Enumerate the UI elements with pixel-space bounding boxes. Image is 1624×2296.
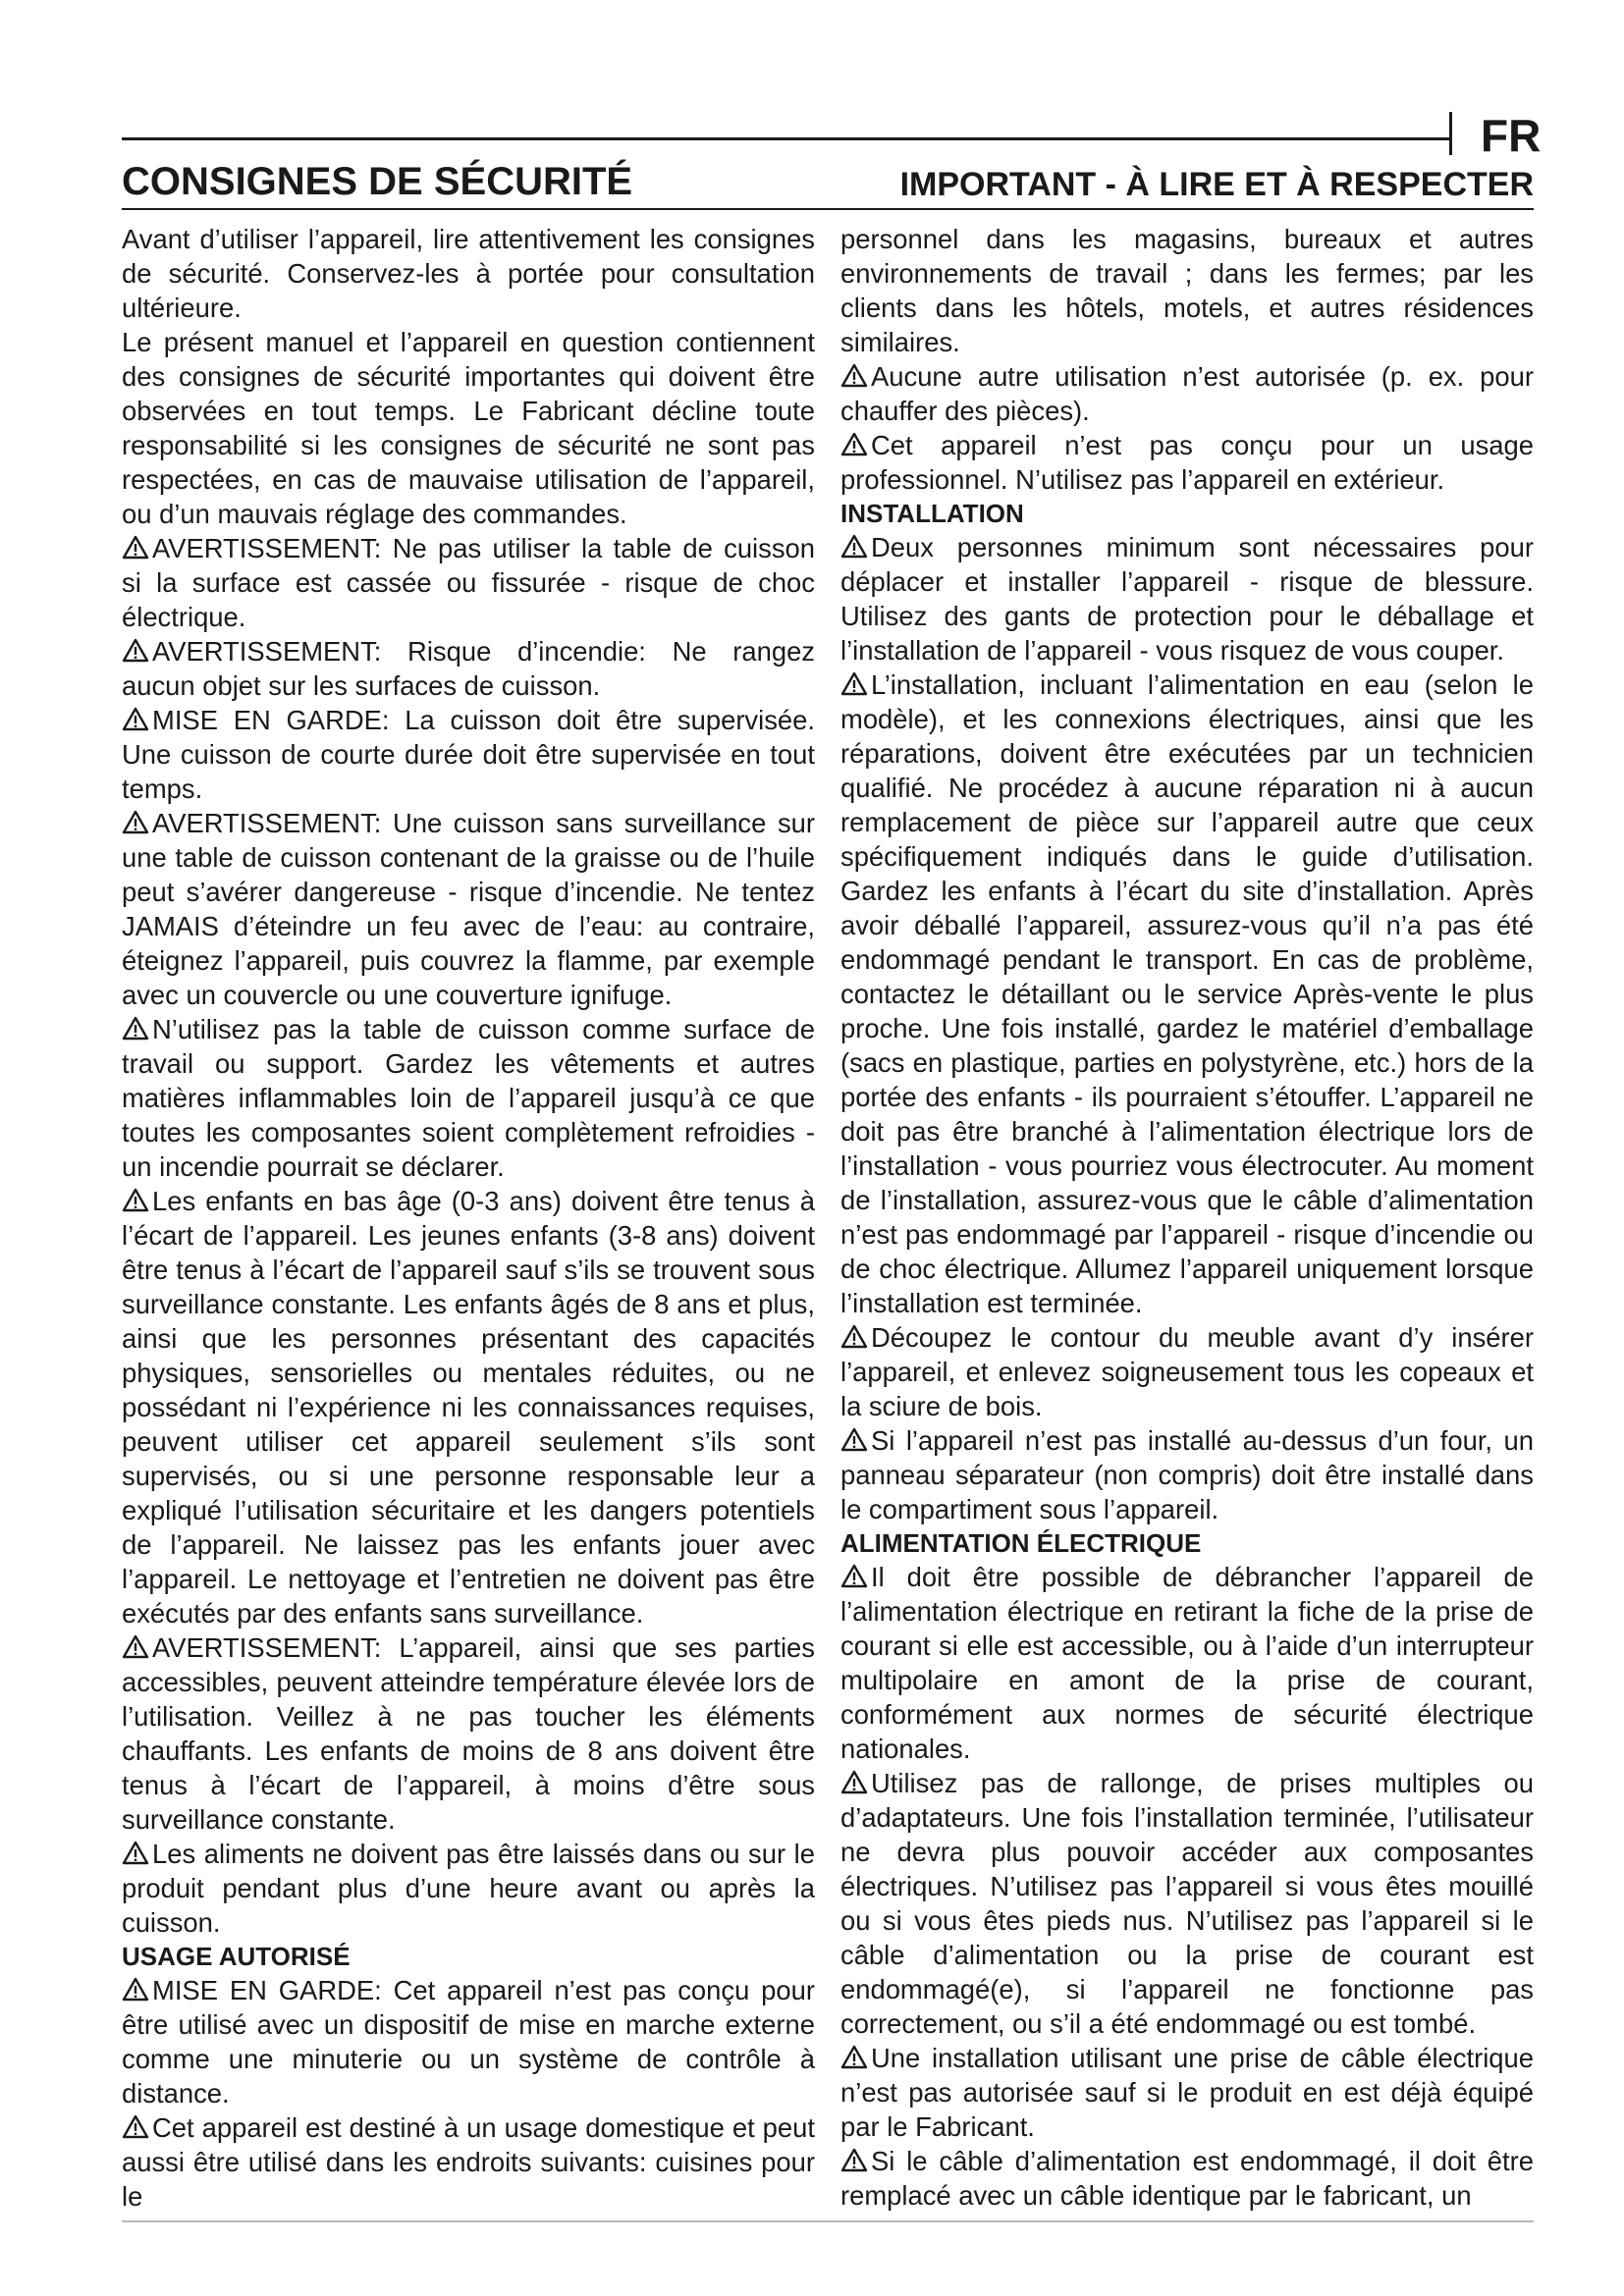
paragraph-text: Cet appareil n’est pas conçu pour un usage professionnel. N’utilisez pas l’appareil en extérieur.: [840, 430, 1534, 495]
warning-triangle-icon: [840, 2148, 868, 2172]
warning-paragraph: [122, 1184, 815, 1630]
warning-triangle-icon: [122, 1977, 149, 2002]
warning-paragraph: [840, 1320, 1534, 1423]
paragraph-text: Aucune autre utilisation n’est autorisée (p. ex. pour chauffer des pièces).: [840, 361, 1534, 426]
warning-paragraph: [122, 634, 815, 703]
language-code: FR: [1481, 110, 1542, 161]
footer-divider: [122, 2220, 1534, 2222]
paragraph-text: Les enfants en bas âge (0-3 ans) doivent être tenus à l’écart de l’appareil. Les jeunes enfants (3-8 ans) doivent être tenus à l’écart de l’appareil sauf s’ils se trouvent sous surveillance constante. Les enfants âgés de 8 ans et plus, ainsi que les personnes présentant des capacités physiques, sensorielles ou mentales réduites, ou ne possédant ni l’expérience ni les connaissances requises, peuvent utiliser cet appareil seulement s’ils sont supervisés, ou si une personne responsable leur a expliqué l’utilisation sécuritaire et les dangers potentiels de l’appareil. Ne laissez pas les enfants jouer avec l’appareil. Le nettoyage et l’entretien ne doivent pas être exécutés par des enfants sans surveillance.: [122, 1186, 815, 1629]
header-tick: [1449, 112, 1452, 155]
paragraph-text: Si le câble d’alimentation est endommagé, il doit être remplacé avec un câble identique par le fabricant, un: [840, 2146, 1534, 2211]
warning-triangle-icon: [840, 1427, 868, 1452]
paragraph-text: Cet appareil est destiné à un usage domestique et peut aussi être utilisé dans les endroits suivants: cuisines pour le: [122, 2112, 815, 2212]
warning-paragraph: [840, 1766, 1534, 2041]
warning-triangle-icon: [840, 1324, 868, 1349]
paragraph-text: AVERTISSEMENT: Ne pas utiliser la table de cuisson si la surface est cassée ou fissurée - risque de choc électrique.: [122, 533, 815, 632]
paragraph: personnel dans les magasins, bureaux et autres environnements de travail ; dans les fermes; par les clients dans les hôtels, motels, et autres résidences similaires.: [840, 224, 1534, 357]
top-divider: [122, 137, 1451, 140]
warning-paragraph: [122, 531, 815, 634]
paragraph-text: Les aliments ne doivent pas être laissés dans ou sur le produit pendant plus d’une heure avant ou après la cuisson.: [122, 1839, 815, 1938]
paragraph-text: AVERTISSEMENT: L’appareil, ainsi que ses parties accessibles, peuvent atteindre température élevée lors de l’utilisation. Veillez à ne pas toucher les éléments chauffants. Les enfants de moins de 8 ans doivent être tenus à l’écart de l’appareil, à moins d’être sous surveillance constante.: [122, 1632, 815, 1835]
warning-triangle-icon: [840, 534, 868, 559]
section-heading-usage: USAGE AUTORISÉ: [122, 1942, 351, 1971]
header-divider: [122, 208, 1534, 210]
warning-paragraph: [840, 667, 1534, 1320]
paragraph-text: Utilisez pas de rallonge, de prises multiples ou d’adaptateurs. Une fois l’installation terminée, l’utilisateur ne devra plus pouvoir accéder aux composantes électriques. N’utilisez pas l’appareil si vous êtes mouillé ou si vous êtes pieds nus. N’utilisez pas l’appareil si le câble d’alimentation ou la prise de courant est endommagé(e), si l’appareil ne fonctionne pas correctement, ou s’il a été endommagé ou est tombé.: [840, 1768, 1534, 2039]
page-subtitle: IMPORTANT - À LIRE ET À RESPECTER: [899, 166, 1534, 203]
warning-paragraph: [840, 530, 1534, 667]
left-column: [122, 222, 815, 2214]
warning-triangle-icon: [840, 432, 868, 456]
paragraph-text: MISE EN GARDE: La cuisson doit être supervisée. Une cuisson de courte durée doit être supervisée en tout temps.: [122, 705, 815, 804]
paragraph-text: Découpez le contour du meuble avant d’y insérer l’appareil, et enlevez soigneusement tous les copeaux et la sciure de bois.: [840, 1322, 1534, 1421]
warning-paragraph: [122, 806, 815, 1012]
warning-triangle-icon: [122, 707, 149, 731]
right-column: [840, 222, 1534, 2213]
warning-paragraph: [122, 703, 815, 806]
paragraph-text: N’utilisez pas la table de cuisson comme surface de travail ou support. Gardez les vêtements et autres matières inflammables loin de l’appareil jusqu’à ce que toutes les composantes soient complètement refroidies - un incendie pourrait se déclarer.: [122, 1014, 815, 1182]
warning-triangle-icon: [122, 810, 149, 834]
paragraph-text: AVERTISSEMENT: Une cuisson sans surveillance sur une table de cuisson contenant de la graisse ou de l’huile peut s’avérer dangereuse - risque d’incendie. Ne tentez JAMAIS d’éteindre un feu avec de l’eau: au contraire, éteignez l’appareil, puis couvrez la flamme, par exemple avec un couvercle ou une couverture ignifuge.: [122, 808, 815, 1010]
page-title: CONSIGNES DE SÉCURITÉ: [122, 160, 633, 203]
paragraph-text: Si l’appareil n’est pas installé au-dessus d’un four, un panneau séparateur (non compris) doit être installé dans le compartiment sous l’appareil.: [840, 1425, 1534, 1524]
paragraph: Le présent manuel et l’appareil en question contiennent des consignes de sécurité importantes qui doivent être observées en tout temps. Le Fabricant décline toute responsabilité si les consignes de sécurité ne sont pas respectées, en cas de mauvaise utilisation de l’appareil, ou d’un mauvais réglage des commandes.: [122, 327, 815, 529]
warning-triangle-icon: [122, 1016, 149, 1041]
paragraph: Avant d’utiliser l’appareil, lire attentivement les consignes de sécurité. Conservez-les à portée pour consultation ultérieure.: [122, 224, 815, 323]
section-heading-power: ALIMENTATION ÉLECTRIQUE: [840, 1528, 1202, 1558]
paragraph-text: Deux personnes minimum sont nécessaires pour déplacer et installer l’appareil - risque de blessure. Utilisez des gants de protection pour le déballage et l’installation de l’appareil - vous risquez de vous couper.: [840, 532, 1534, 666]
warning-paragraph: [840, 2144, 1534, 2213]
section-heading-installation: INSTALLATION: [840, 499, 1024, 528]
warning-triangle-icon: [840, 671, 868, 696]
warning-triangle-icon: [840, 1564, 868, 1588]
warning-triangle-icon: [122, 1188, 149, 1212]
warning-paragraph: [840, 428, 1534, 497]
warning-triangle-icon: [840, 1770, 868, 1794]
warning-triangle-icon: [122, 1841, 149, 1865]
warning-triangle-icon: [122, 638, 149, 663]
warning-paragraph: [840, 2041, 1534, 2144]
warning-paragraph: [840, 1560, 1534, 1766]
warning-triangle-icon: [840, 2045, 868, 2069]
warning-triangle-icon: [122, 535, 149, 560]
paragraph-text: Il doit être possible de débrancher l’appareil de l’alimentation électrique en retirant la fiche de la prise de courant si elle est accessible, ou à l’aide d’un interrupteur multipolaire en amont de la prise de courant, conformément aux normes de sécurité électrique nationales.: [840, 1562, 1534, 1764]
paragraph-text: MISE EN GARDE: Cet appareil n’est pas conçu pour être utilisé avec un dispositif de mise en marche externe comme une minuterie ou un système de contrôle à distance.: [122, 1975, 815, 2109]
paragraph-text: L’installation, incluant l’alimentation en eau (selon le modèle), et les connexions électriques, ainsi que les réparations, doivent être exécutées par un technicien qualifié. Ne procédez à aucune réparation ni à aucun remplacement de pièce sur l’appareil autre que ceux spécifiquement indiqués dans le guide d’utilisation. Gardez les enfants à l’écart du site d’installation. Après avoir déballé l’appareil, assurez-vous qu’il n’a pas été endommagé pendant le transport. En cas de problème, contactez le détaillant ou le service Après-vente le plus proche. Une fois installé, gardez le matériel d’emballage (sacs en plastique, parties en polystyrène, etc.) hors de la portée des enfants - ils pourraient s’étouffer. L’appareil ne doit pas être branché à l’alimentation électrique lors de l’installation - vous pourriez vous électrocuter. Au moment de l’installation, assurez-vous que le câble d’alimentation n’est pas endommagé par l’appareil - risque d’incendie ou de choc électrique. Allumez l’appareil uniquement lorsque l’installation est terminée.: [840, 669, 1534, 1318]
warning-paragraph: [122, 1837, 815, 1940]
warning-paragraph: [122, 1630, 815, 1837]
warning-paragraph: [122, 1973, 815, 2110]
warning-triangle-icon: [840, 363, 868, 388]
warning-triangle-icon: [122, 2114, 149, 2139]
paragraph-text: AVERTISSEMENT: Risque d’incendie: Ne rangez aucun objet sur les surfaces de cuisson.: [122, 636, 815, 701]
warning-paragraph: [122, 1012, 815, 1184]
warning-paragraph: [122, 2110, 815, 2214]
warning-paragraph: [840, 359, 1534, 428]
warning-triangle-icon: [122, 1634, 149, 1659]
warning-paragraph: [840, 1423, 1534, 1526]
paragraph-text: Une installation utilisant une prise de câble électrique n’est pas autorisée sauf si le produit en est déjà équipé par le Fabricant.: [840, 2043, 1534, 2142]
